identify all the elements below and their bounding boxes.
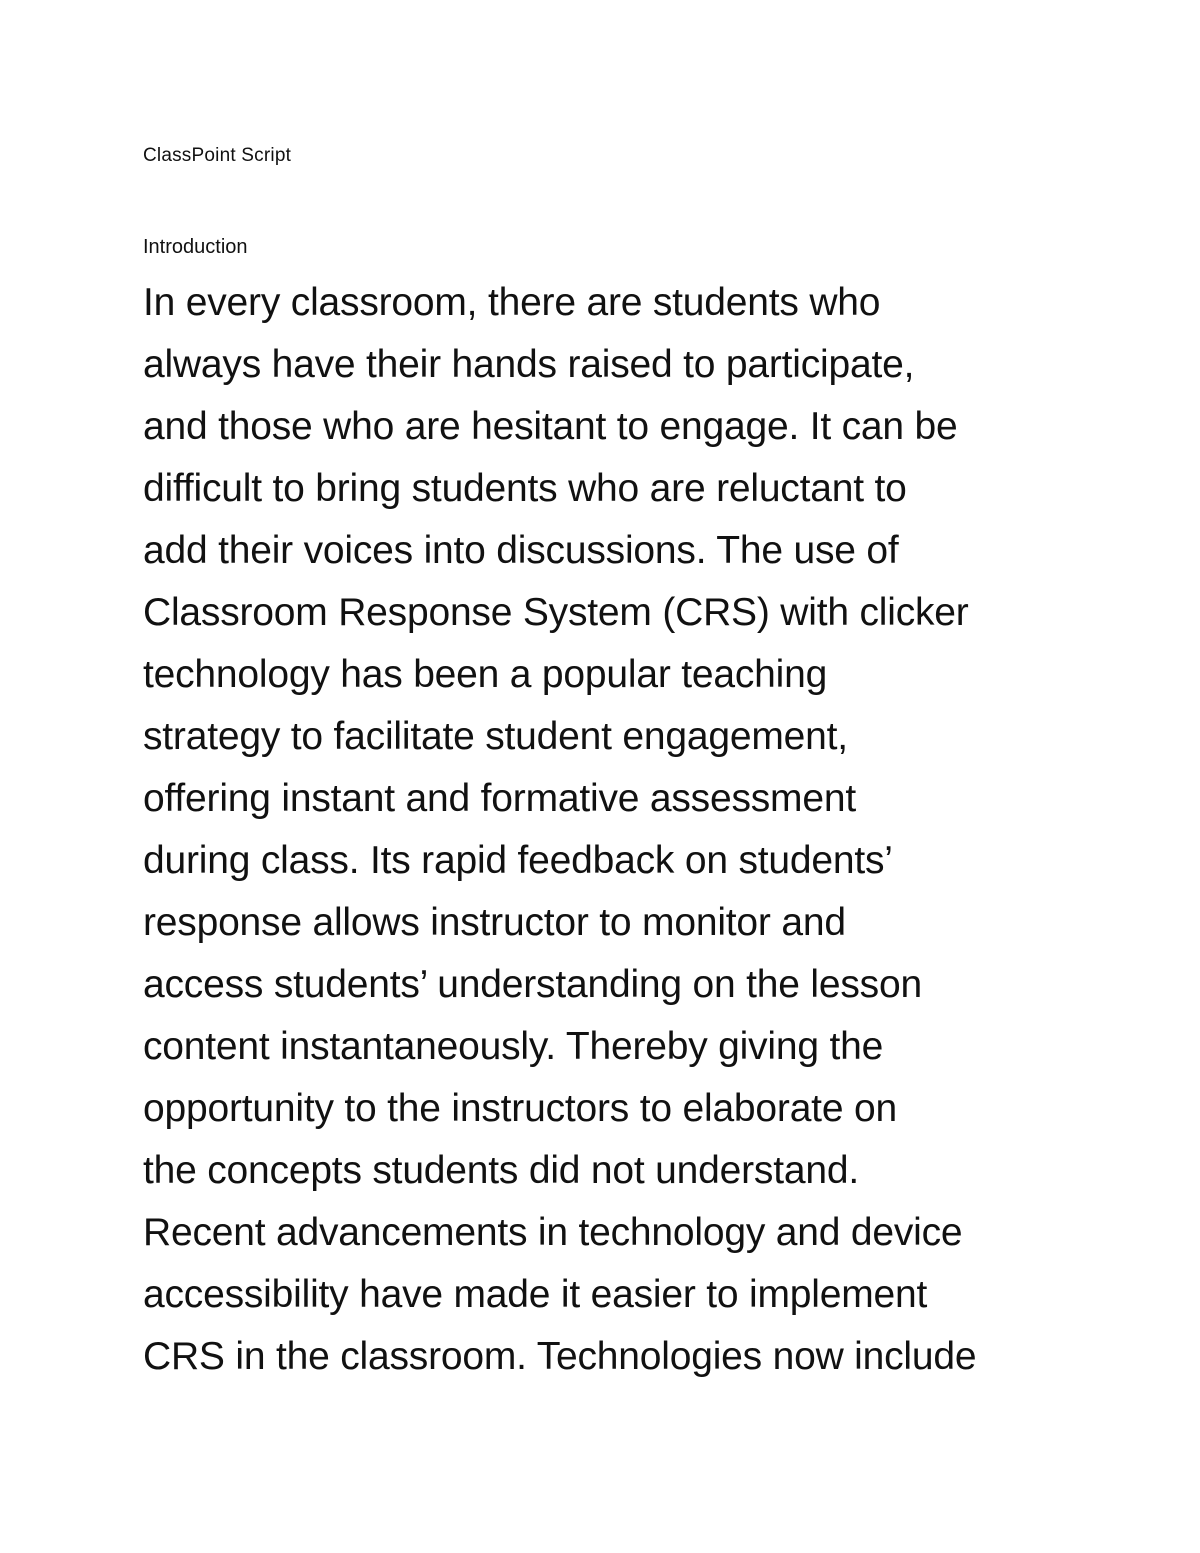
body-line: opportunity to the instructors to elaborate on bbox=[143, 1087, 897, 1130]
body-line: the concepts students did not understand. bbox=[143, 1149, 859, 1192]
document-title: ClassPoint Script bbox=[143, 145, 292, 166]
body-line: Recent advancements in technology and device bbox=[143, 1211, 963, 1254]
body-line: always have their hands raised to participate, bbox=[143, 343, 915, 386]
section-heading: Introduction bbox=[143, 236, 248, 258]
body-line: technology has been a popular teaching bbox=[143, 653, 828, 696]
body-line: strategy to facilitate student engagement, bbox=[143, 715, 848, 758]
body-line: access students’ understanding on the lesson bbox=[143, 963, 922, 1006]
body-line: Classroom Response System (CRS) with clicker bbox=[143, 591, 969, 634]
body-line: accessibility have made it easier to implement bbox=[143, 1273, 928, 1316]
body-paragraph bbox=[143, 272, 1103, 1388]
body-line: In every classroom, there are students who bbox=[143, 281, 881, 324]
body-line: during class. Its rapid feedback on students’ bbox=[143, 839, 893, 882]
body-line: content instantaneously. Thereby giving the bbox=[143, 1025, 884, 1068]
body-line: add their voices into discussions. The use of bbox=[143, 529, 899, 572]
body-line: difficult to bring students who are reluctant to bbox=[143, 467, 907, 510]
body-line: and those who are hesitant to engage. It can be bbox=[143, 405, 958, 448]
body-line: offering instant and formative assessment bbox=[143, 777, 856, 820]
body-line: response allows instructor to monitor and bbox=[143, 901, 846, 944]
body-line: CRS in the classroom. Technologies now include bbox=[143, 1335, 977, 1378]
